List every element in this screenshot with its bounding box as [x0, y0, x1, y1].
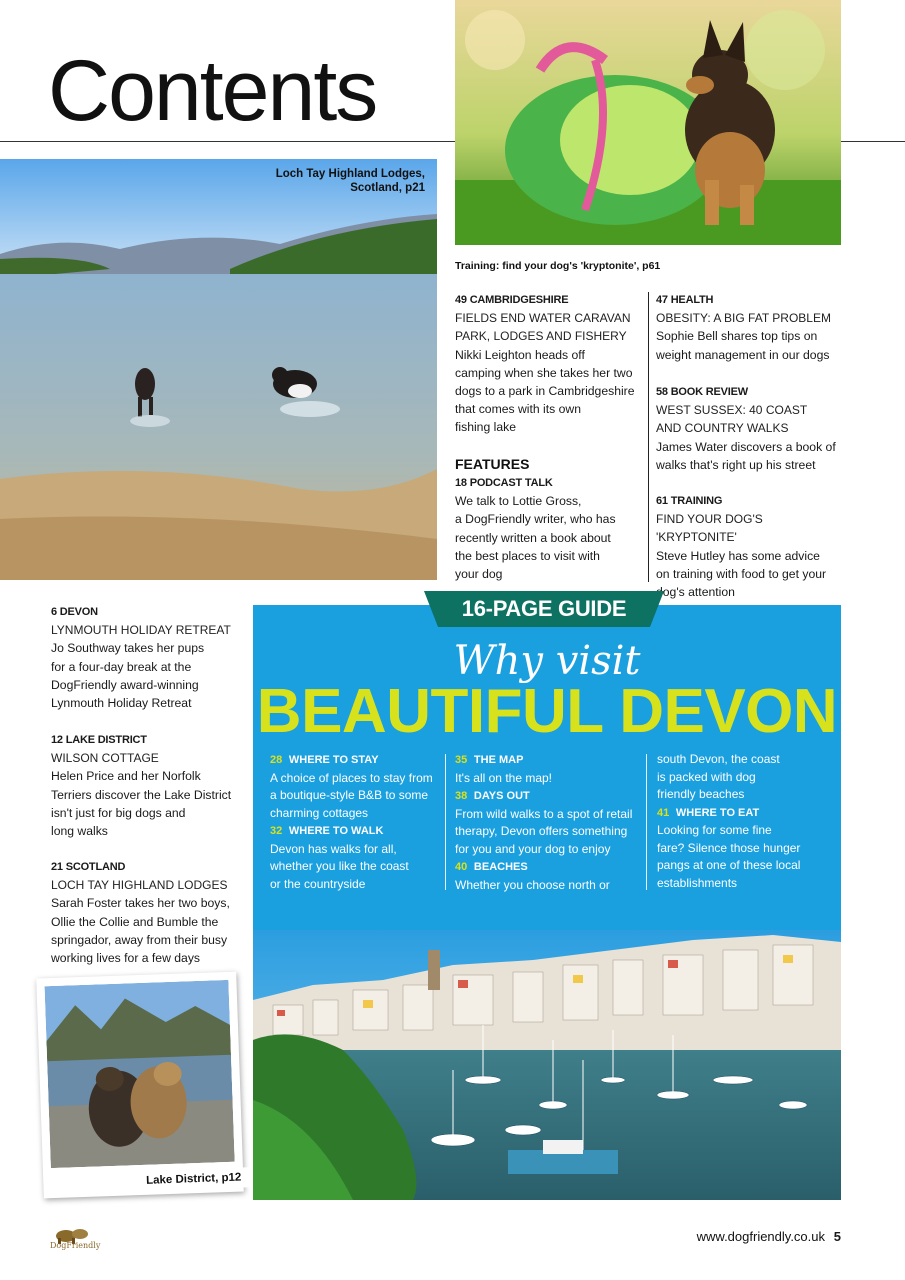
- contents-entry-scotland[interactable]: [51, 858, 246, 967]
- guide-item-text: From wild walks to a spot of retail: [455, 806, 633, 821]
- title-rule-left: [0, 141, 455, 142]
- entry-number: 61 TRAINING: [656, 495, 723, 507]
- guide-column-2: [455, 751, 640, 894]
- entry-number: 18 PODCAST TALK: [455, 477, 553, 489]
- entry-body: camping when she takes her two: [455, 365, 633, 380]
- page-number: 5: [833, 1229, 841, 1244]
- entry-subtitle: AND COUNTRY WALKS: [656, 421, 789, 436]
- guide-column-1: [270, 751, 440, 893]
- entry-body: for a four-day break at the: [51, 659, 192, 674]
- contents-entry-devon[interactable]: [51, 603, 246, 712]
- entry-body: recently written a book about: [455, 530, 611, 545]
- entry-number: 12 LAKE DISTRICT: [51, 734, 147, 746]
- column-divider: [648, 292, 649, 582]
- guide-item-text: charming cottages: [270, 805, 369, 820]
- lake-photo-caption: [276, 167, 425, 195]
- entry-body: fishing lake: [455, 420, 516, 435]
- entry-body: long walks: [51, 824, 108, 839]
- entry-body: on training with food to get your: [656, 566, 827, 581]
- guide-page-number: 35: [455, 754, 468, 766]
- contents-entry-book-review[interactable]: [656, 383, 846, 474]
- guide-item-text: is packed with dog: [657, 769, 756, 784]
- entry-number: 21 SCOTLAND: [51, 861, 126, 873]
- guide-page-number: 40: [455, 861, 468, 873]
- entry-subtitle: FIND YOUR DOG'S 'KRYPTONITE': [656, 512, 763, 545]
- guide-column-3: [657, 751, 837, 892]
- entry-subtitle: LOCH TAY HIGHLAND LODGES: [51, 878, 228, 893]
- brixham-harbour-photo: [253, 930, 841, 1200]
- entry-body: Ollie the Collie and Bumble the: [51, 914, 219, 929]
- entry-subtitle: FIELDS END WATER CARAVAN: [455, 311, 631, 326]
- guide-page-number: 41: [657, 806, 670, 819]
- entry-body: dogs to a park in Cambridgeshire: [455, 384, 635, 399]
- loch-tay-photo: [0, 159, 437, 580]
- entry-body: James Water discovers a book of: [656, 439, 836, 454]
- lake-district-polaroid: [36, 972, 244, 1199]
- guide-column-divider: [646, 754, 647, 890]
- entry-body: Nikki Leighton heads off: [455, 347, 585, 362]
- entry-subtitle: LYNMOUTH HOLIDAY RETREAT: [51, 623, 231, 638]
- polaroid-caption: Lake District, p12: [138, 1167, 250, 1191]
- entry-body: Helen Price and her Norfolk: [51, 769, 201, 784]
- guide-item-text: friendly beaches: [657, 787, 745, 801]
- entry-number: 49 CAMBRIDGESHIRE: [455, 294, 569, 306]
- entry-body: Jo Southway takes her pups: [51, 641, 205, 656]
- guide-item-text: pangs at one of these local: [657, 858, 801, 872]
- guide-item-text: fare? Silence those hunger: [657, 840, 801, 855]
- guide-item-heading: WHERE TO STAY: [288, 754, 379, 766]
- guide-item-heading: DAYS OUT: [473, 790, 530, 802]
- guide-page-number: 28: [270, 754, 283, 766]
- guide-item-heading: WHERE TO WALK: [288, 825, 384, 837]
- entry-body: DogFriendly award-winning: [51, 677, 199, 692]
- guide-headline: BEAUTIFUL DEVON: [256, 677, 838, 746]
- entry-body: working lives for a few days: [51, 951, 201, 966]
- entry-subtitle: PARK, LODGES AND FISHERY: [455, 329, 627, 344]
- entry-body: a DogFriendly writer, who has: [455, 512, 616, 527]
- entry-body: the best places to visit with: [455, 548, 600, 563]
- features-heading: FEATURES: [455, 456, 530, 472]
- guide-item-text: or the countryside: [270, 876, 366, 891]
- entry-number: 58 BOOK REVIEW: [656, 386, 748, 398]
- guide-page-number: 32: [270, 825, 283, 837]
- contents-entry-health[interactable]: [656, 291, 846, 364]
- entry-body: Sophie Bell shares top tips on: [656, 329, 818, 344]
- guide-item-text: for you and your dog to enjoy: [455, 841, 611, 856]
- entry-body: Terriers discover the Lake District: [51, 787, 232, 802]
- guide-item-text: whether you like the coast: [270, 859, 409, 873]
- title-rule-right: [841, 141, 905, 142]
- entry-number: 6 DEVON: [51, 606, 98, 618]
- guide-item-text: Looking for some fine: [657, 823, 772, 837]
- guide-item-heading: BEACHES: [473, 861, 528, 873]
- guide-column-divider: [445, 754, 446, 890]
- guide-kicker: Why visit: [453, 638, 641, 684]
- guide-item-text: Devon has walks for all,: [270, 841, 397, 856]
- entry-body: that comes with its own: [455, 402, 581, 417]
- entry-number: 47 HEALTH: [656, 294, 714, 306]
- guide-item-text: south Devon, the coast: [657, 752, 780, 766]
- guide-item-text: therapy, Devon offers something: [455, 824, 628, 838]
- guide-item-text: establishments: [657, 875, 738, 890]
- contents-entry-cambridgeshire[interactable]: [455, 291, 645, 437]
- guide-item-text: a boutique-style B&B to some: [270, 788, 429, 802]
- entry-body: Lynmouth Holiday Retreat: [51, 696, 192, 711]
- entry-body: springador, away from their busy: [51, 932, 228, 947]
- entry-body: We talk to Lottie Gross,: [455, 494, 582, 509]
- guide-item-text: It's all on the map!: [455, 770, 553, 785]
- contents-entry-podcast[interactable]: [455, 474, 645, 583]
- logo-text: DogFriendly: [50, 1241, 101, 1250]
- guide-banner: 16-PAGE GUIDE: [438, 591, 650, 627]
- lake-caption-line-2: Scotland, p21: [350, 182, 425, 194]
- entry-body: Sarah Foster takes her two boys,: [51, 896, 230, 911]
- entry-body: dog's attention: [656, 585, 735, 600]
- footer-url[interactable]: www.dogfriendly.co.uk: [696, 1229, 825, 1244]
- entry-subtitle: WEST SUSSEX: 40 COAST: [656, 403, 808, 418]
- guide-item-heading: THE MAP: [473, 754, 524, 766]
- entry-body: Steve Hutley has some advice: [656, 548, 820, 563]
- guide-item-text: Whether you choose north or: [455, 877, 610, 892]
- page-title: Contents: [48, 43, 377, 139]
- entry-body: your dog: [455, 567, 503, 582]
- lake-caption-line-1: Loch Tay Highland Lodges,: [275, 168, 425, 180]
- entry-subtitle: WILSON COTTAGE: [51, 751, 159, 766]
- entry-body: weight management in our dogs: [656, 347, 830, 362]
- guide-item-text: A choice of places to stay from: [270, 770, 433, 785]
- contents-entry-lake-district[interactable]: [51, 731, 246, 840]
- entry-body: walks that's right up his street: [656, 457, 816, 472]
- guide-item-heading: WHERE TO EAT: [675, 806, 760, 819]
- contents-entry-training[interactable]: [656, 492, 846, 601]
- dog-training-photo: [455, 0, 841, 245]
- dog-photo-caption: Training: find your dog's 'kryptonite', p61: [455, 260, 661, 272]
- entry-subtitle: OBESITY: A BIG FAT PROBLEM: [656, 311, 831, 326]
- guide-page-number: 38: [455, 790, 468, 802]
- entry-body: isn't just for big dogs and: [51, 805, 186, 820]
